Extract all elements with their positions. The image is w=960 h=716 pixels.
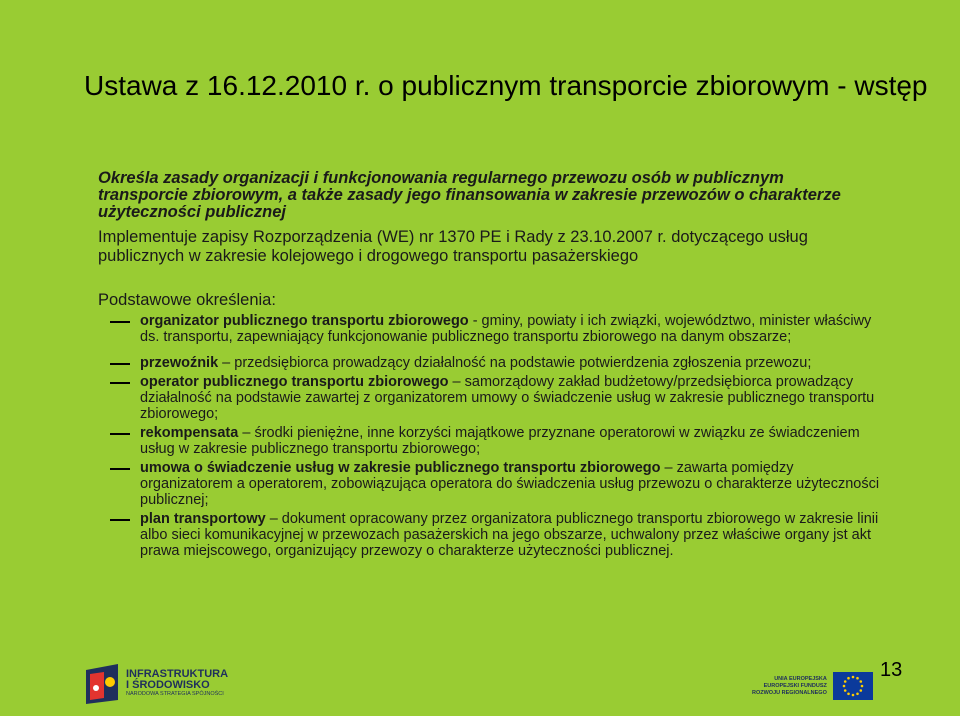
dash-bullet-icon xyxy=(110,321,130,323)
definition-text: – samorządowy zakład budżetowy/przedsiębiorca prowadzący działalność na podstawie zawartej z organizatorem umowy o świadczenie usług w zakresie publicznego transportu zbiorowego; xyxy=(140,374,875,422)
logo-line2: I ŚRODOWISKO xyxy=(126,678,210,691)
dash-bullet-icon xyxy=(110,519,130,521)
definition-text: - gminy, powiaty i ich związki, województwo, minister właściwy ds. transportu, zapewniający funkcjonowanie publicznego transportu zbiorowego na danym obszarze; xyxy=(140,313,872,345)
definition-item xyxy=(110,460,880,508)
eu-flag-icon xyxy=(833,672,873,700)
definition-text: – dokument opracowany przez organizatora publicznego transportu zbiorowego w zakresie linii albo sieci komunikacyjnej w przewozach pasażerskich na jego obszarze, uchwalony przez właściwe organy jst akt prawa miejscowego, organizujący przewozy o charakterze użyteczności publicznej. xyxy=(140,511,879,559)
page-number: 13 xyxy=(880,659,903,681)
definition-item xyxy=(110,355,880,371)
infrastruktura-logo xyxy=(84,660,228,706)
definition-item xyxy=(110,313,880,345)
definition-term: umowa o świadczenie usług w zakresie publicznego transportu zbiorowego xyxy=(140,460,661,476)
definition-term: operator publicznego transportu zbiorowego xyxy=(140,374,449,390)
definition-text: – przedsiębiorca prowadzący działalność na podstawie potwierdzenia zgłoszenia przewozu; xyxy=(218,355,812,371)
intro-paragraph: Określa zasady organizacji i funkcjonowania regularnego przewozu osób w publicznym transporcie zbiorowym, a także zasady jego finansowania w zakresie przewozów o charakterze użyteczności publicznej xyxy=(98,169,841,221)
dash-bullet-icon xyxy=(110,363,130,365)
infrastruktura-logo-text xyxy=(126,669,228,698)
definition-text: – środki pieniężne, inne korzyści majątkowe przyznane operatorowi w związku ze świadczeniem usług w zakresie publicznego transportu zbiorowego; xyxy=(140,425,860,457)
eu-logo-text xyxy=(752,676,827,697)
definition-text: – zawarta pomiędzy organizatorem a operatorem, zobowiązująca operatora do świadczenia usług przewozu o charakterze użyteczności publicznej; xyxy=(140,460,880,508)
definition-term: rekompensata xyxy=(140,425,239,441)
definitions-list xyxy=(110,313,880,562)
logo-line1: INFRASTRUKTURA xyxy=(126,667,229,680)
dash-bullet-icon xyxy=(110,433,130,435)
eu-line2: EUROPEJSKI FUNDUSZ xyxy=(763,682,827,689)
definitions-heading: Podstawowe określenia: xyxy=(98,291,276,309)
nss-emblem-icon xyxy=(84,660,120,706)
definition-item xyxy=(110,425,880,457)
eu-logo xyxy=(752,672,873,700)
dash-bullet-icon xyxy=(110,382,130,384)
definition-item xyxy=(110,511,880,559)
definition-term: przewoźnik xyxy=(140,355,219,371)
logo-line3: NARODOWA STRATEGIA SPÓJNOŚCI xyxy=(126,690,224,697)
eu-line1: UNIA EUROPEJSKA xyxy=(774,675,827,682)
eu-line3: ROZWOJU REGIONALNEGO xyxy=(752,689,827,696)
definition-item xyxy=(110,374,880,422)
implementation-paragraph: Implementuje zapisy Rozporządzenia (WE) nr 1370 PE i Rady z 23.10.2007 r. dotyczącego usług publicznych w zakresie kolejowego i drogowego transportu pasażerskiego xyxy=(98,228,808,265)
definition-term: plan transportowy xyxy=(140,511,266,527)
definition-term: organizator publicznego transportu zbiorowego xyxy=(140,313,469,329)
slide-title: Ustawa z 16.12.2010 r. o publicznym transporcie zbiorowym - wstęp xyxy=(84,70,928,101)
dash-bullet-icon xyxy=(110,468,130,470)
